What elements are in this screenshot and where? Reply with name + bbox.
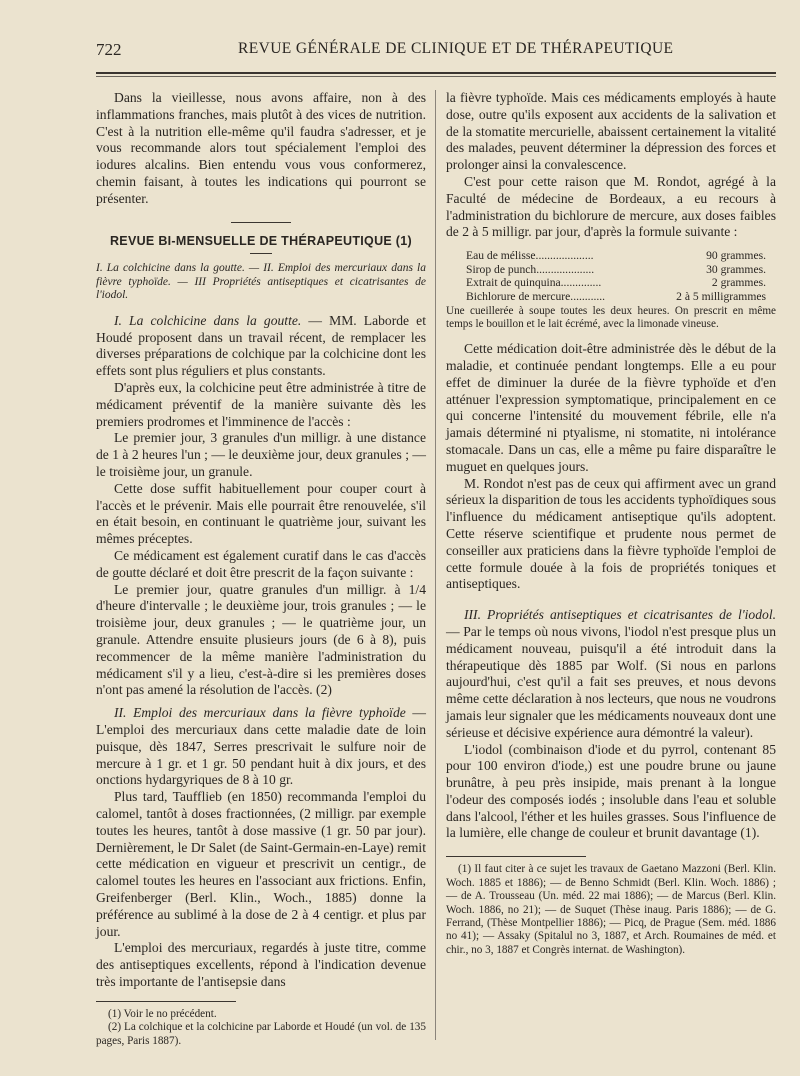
subsection-3 bbox=[446, 607, 776, 741]
paragraph: C'est pour cette raison que M. Rondot, agrégé à la Faculté de médecine de Bordeaux, a eu recours à l'administration du bichlorure de mercure, aux doses faibles de 2 à 5 milligr. par jour, d'après la formule suivante : bbox=[446, 173, 776, 240]
right-column bbox=[446, 90, 776, 957]
paragraph: Dans la vieillesse, nous avons affaire, non à des inflammations franches, mais plutôt à des vices de nutrition. C'est à la nutrition elle-même qu'il faudra s'adresser, et je vous recommande alors tout spécialement l'emploi des iodures alcalins. Bien entendu vous vous conformerez, chemin faisant, à toutes les indications qui pourront se présenter. bbox=[96, 90, 426, 206]
paragraph: D'après eux, la colchicine peut être administrée à titre de médicament préventif de la manière suivante dès les premiers prodromes et l'imminence de l'accès : bbox=[96, 380, 426, 429]
footnote: (1) Il faut citer à ce sujet les travaux de Gaetano Mazzoni (Berl. Klin. Woch. 1885 et 1886); — de Benno Schmidt (Berl. Klin. Woch. 1886) ; — de A. Trousseau (Un. méd. 22 mai 1886); — de Marcus (Berl. Klin. Woch. 1886, no 21); — de Suquet (Thèse inaug. Paris 1886); — de G. Ferrand, (Thèse Montpellier 1886); — Picq, de Prague (Sem. méd. 1886 no 41); — Assaky (Spitalul no 3, 1887, et Arch. Roumaines de méd. et chir., no 3, 1887 et Congrès internat. de Washington). bbox=[446, 863, 776, 956]
section-rule bbox=[231, 222, 291, 223]
subsection-heading: III. Propriétés antiseptiques et cicatrisantes de l'iodol. bbox=[464, 607, 776, 623]
subsection-1 bbox=[96, 313, 426, 380]
subsection-2 bbox=[96, 705, 426, 789]
subsection-text: — MM. Laborde et Houdé proposent dans un travail récent, de remplacer les diverses préparations de colchique par la colchicine dont les effets sont plus réguliers et plus constants. bbox=[96, 312, 426, 379]
footnote-rule bbox=[96, 1001, 236, 1002]
footnote-block bbox=[446, 856, 776, 957]
section-summary: I. La colchicine dans la goutte. — II. Emploi des mercuriaux dans la fièvre typhoïde. — III Propriétés antiseptiques et cicatrisantes de l'iodol. bbox=[96, 262, 426, 302]
formula-row bbox=[466, 263, 766, 277]
paragraph: Plus tard, Taufflieb (en 1850) recommanda l'emploi du calomel, tantôt à doses fractionnées, (2 milligr. par exemple toutes les heures, tantôt à dose massive (1 gr. 50 par jour). Dernièrement, le Dr Salet (de Saint-Germain-en-Laye) remit cette médication en vigueur et prescrivit un centigr., de calomel toutes les heures en l'associant aux frictions. Enfin, Greifenberger (Berl. Klin., Woch., 1885) donne la préférence au sublimé à la dose de 2 à 4 centigr. et plus par jour. bbox=[96, 789, 426, 939]
subsection-text: — Par le temps où nous vivons, l'iodol n'est presque plus un médicament nouveau, puisqu'il a été introduit dans la thérapeutique dès 1885 par Wolf. (Si nous en parlons aujourd'hui, c'est qu'il a fait ses preuves, et nous devons même cette déclaration à nos lecteurs, que nous ne voudrons jamais leur signaler que les médicaments nouveaux dont une sérieuse et décisive expérience aura démontré la valeur). bbox=[446, 623, 776, 740]
paragraph: Ce médicament est également curatif dans le cas d'accès de goutte déclaré et doit être prescrit de la façon suivante : bbox=[96, 548, 426, 580]
formula-table bbox=[466, 249, 776, 303]
section-rule-small bbox=[250, 253, 272, 254]
quantity: 2 grammes. bbox=[711, 276, 766, 290]
formula-row bbox=[466, 249, 766, 263]
footnote-rule bbox=[446, 856, 586, 857]
page-number: 722 bbox=[96, 40, 122, 59]
column-divider bbox=[435, 90, 436, 1040]
ingredient: Extrait de quinquina.............. bbox=[466, 276, 602, 290]
ingredient: Sirop de punch.................... bbox=[466, 262, 595, 276]
paragraph: la fièvre typhoïde. Mais ces médicaments employés à haute dose, outre qu'ils exposent aux accidents de la salivation et de la stomatite mercurielle, abaissent certainement la vitalité des malades, peuvent déterminer la dépression des forces et prolonger ainsi la convalescence. bbox=[446, 90, 776, 173]
subsection-heading: I. La colchicine dans la goutte. bbox=[114, 312, 302, 328]
subsection-text: — L'emploi des mercuriaux dans cette maladie date de loin puisque, dès 1847, Serres prescrivait le sulfure noir de mercure à 1 gr. et 1 gr. 50 pendant huit à dix jours, et des onctions hydargyriques de 8 à 10 gr. bbox=[96, 705, 427, 788]
left-column bbox=[96, 90, 426, 1048]
section-title: REVUE BI-MENSUELLE DE THÉRAPEUTIQUE (1) bbox=[109, 233, 412, 248]
paragraph: Le premier jour, 3 granules d'un milligr. à une distance de 1 à 2 heures l'un ; — le deuxième jour, deux granules ; — le troisième jour, un granule. bbox=[96, 430, 426, 480]
footnote: (2) La colchique et la colchicine par Laborde et Houdé (un vol. de 135 pages, Paris 1887). bbox=[96, 1021, 426, 1047]
ingredient: Eau de mélisse.................... bbox=[466, 249, 594, 263]
running-title: REVUE GÉNÉRALE DE CLINIQUE ET DE THÉRAPEUTIQUE bbox=[238, 40, 674, 57]
footnote: (1) Voir le no précédent. bbox=[108, 1007, 217, 1020]
paragraph: Cette dose suffit habituellement pour couper court à l'accès et le prévenir. Mais elle pourrait être renouvelée, s'il en était besoin, en continuant le quatrième jour, suivant les mêmes préceptes. bbox=[96, 480, 426, 547]
header-rule bbox=[96, 72, 776, 74]
subsection-heading: II. Emploi des mercuriaux dans la fièvre typhoïde bbox=[114, 705, 406, 721]
ingredient: Bichlorure de mercure............ bbox=[466, 289, 606, 303]
paragraph: Cette médication doit-être administrée dès le début de la maladie, et continuée pendant longtemps. Elle a eu pour effet de diminuer la durée de la fièvre typhoïde et d'en atténuer l'expression symptomatique, principalement en ce qui concerne l'intensité du mouvement fébrile, elle n'a jamais déterminé ni ptyalisme, ni stomatite, ni intolérance stomacale. Dans un cas, elle a même pu faire disparaître le muguet en quelques jours. bbox=[446, 341, 776, 474]
paragraph: M. Rondot n'est pas de ceux qui affirment avec un grand sérieux la disparition de tous les accidents typhoïdiques sous l'influence du médicament antiseptique qu'ils adoptent. Cette réserve scientifique et prudente nous permet de conseiller aux praticiens dans la fièvre typhoïde l'emploi de cette formule douée à la fois de propriétés toniques et antiseptiques. bbox=[446, 475, 776, 592]
page-header bbox=[96, 40, 780, 62]
paragraph: Le premier jour, quatre granules d'un milligr. à 1/4 d'heure d'intervalle ; le deuxième jour, trois granules ; — le troisième jour, deux granules ; — le quatrième jour, un granule. Attendre ensuite plusieurs jours (de 6 à 8), puis recommencer de la même manière l'administration du médicament s'il y a lieu, c'est-à-dire si les premières doses n'ont pas amené la résolution de l'accès. (2) bbox=[96, 581, 426, 698]
paragraph: L'iodol (combinaison d'iode et du pyrrol, contenant 85 pour 100 environ d'iode,) est une poudre brune ou jaune brunâtre, à peu près insipide, mais prenant à la longue l'odeur des composés iodés ; insoluble dans l'eau et soluble dans l'alcool, l'éther et les huiles grasses. Sous l'influence de la lumière, elle change de couleur et brunit davantage (1). bbox=[446, 741, 776, 841]
formula-note: Une cueillerée à soupe toutes les deux heures. On prescrit en même temps le bouillon et le lait écrémé, avec la limonade vineuse. bbox=[446, 305, 776, 331]
quantity: 30 grammes. bbox=[706, 262, 766, 276]
formula-row bbox=[466, 276, 766, 290]
header-rule-thin bbox=[96, 76, 776, 77]
paragraph: L'emploi des mercuriaux, regardés à juste titre, comme des antiseptiques excellents, répond à l'indication devenue très importante de l'antisepsie dans bbox=[96, 940, 426, 989]
quantity: 90 grammes. bbox=[706, 249, 766, 263]
formula-row bbox=[466, 290, 766, 304]
quantity: 2 à 5 milligrammes bbox=[676, 289, 766, 303]
